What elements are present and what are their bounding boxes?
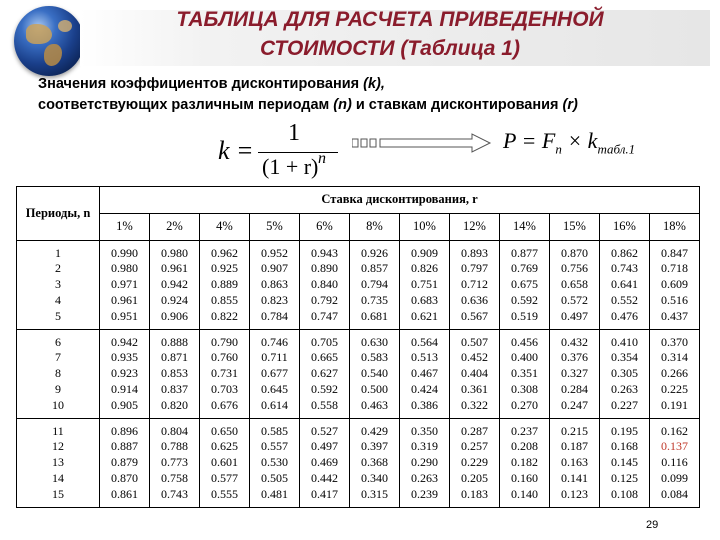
factor-cell bbox=[650, 241, 700, 330]
factor-cell bbox=[650, 330, 700, 419]
factor-value: 0.792 bbox=[311, 292, 338, 307]
factor-value: 0.308 bbox=[511, 381, 538, 396]
factor-value: 0.239 bbox=[411, 486, 438, 501]
fraction-bar bbox=[258, 152, 338, 153]
factor-value: 0.452 bbox=[461, 350, 488, 365]
factor-value: 0.507 bbox=[461, 334, 488, 349]
factor-value: 0.907 bbox=[261, 261, 288, 276]
rate-header-cell: 2% bbox=[150, 214, 200, 241]
factor-cell bbox=[100, 330, 150, 419]
table-row bbox=[17, 419, 700, 508]
factor-value: 0.162 bbox=[661, 423, 688, 438]
factor-value: 0.837 bbox=[161, 381, 188, 396]
factor-cell bbox=[100, 419, 150, 508]
factor-value: 0.577 bbox=[211, 470, 238, 485]
formula-numerator: 1 bbox=[288, 120, 300, 146]
factor-value: 0.847 bbox=[661, 245, 688, 260]
factor-value: 0.463 bbox=[361, 397, 388, 412]
factor-cell bbox=[350, 419, 400, 508]
factor-cell bbox=[450, 330, 500, 419]
factor-value: 0.822 bbox=[211, 308, 238, 323]
period-value: 8 bbox=[55, 366, 61, 381]
factor-value: 0.650 bbox=[211, 423, 238, 438]
factor-cell bbox=[200, 241, 250, 330]
factor-cell bbox=[150, 419, 200, 508]
rate-header-cell: 4% bbox=[200, 214, 250, 241]
period-value: 14 bbox=[52, 470, 64, 485]
factor-value: 0.564 bbox=[411, 334, 438, 349]
factor-value: 0.183 bbox=[461, 486, 488, 501]
factor-value: 0.208 bbox=[511, 439, 538, 454]
factor-value: 0.636 bbox=[461, 292, 488, 307]
factor-value: 0.961 bbox=[111, 292, 138, 307]
subtitle-line2-text-a: соответствующих различным периодам bbox=[38, 97, 334, 113]
factor-value: 0.746 bbox=[261, 334, 288, 349]
factor-value: 0.773 bbox=[161, 455, 188, 470]
factor-cell bbox=[650, 419, 700, 508]
factor-value: 0.630 bbox=[361, 334, 388, 349]
factor-value: 0.923 bbox=[111, 366, 138, 381]
factor-value: 0.711 bbox=[261, 350, 288, 365]
subtitle-line2-text-b: и ставкам дисконтирования bbox=[351, 97, 563, 113]
factor-cell bbox=[450, 241, 500, 330]
factor-value: 0.327 bbox=[561, 366, 588, 381]
factor-cell bbox=[500, 330, 550, 419]
factor-cell bbox=[250, 241, 300, 330]
table-row bbox=[17, 241, 700, 330]
rate-header-cell: 12% bbox=[450, 214, 500, 241]
factor-value: 0.386 bbox=[411, 397, 438, 412]
factor-cell bbox=[450, 419, 500, 508]
factor-value: 0.400 bbox=[511, 350, 538, 365]
factor-value: 0.743 bbox=[161, 486, 188, 501]
factor-cell bbox=[600, 241, 650, 330]
factor-value: 0.125 bbox=[611, 470, 638, 485]
factor-value: 0.163 bbox=[561, 455, 588, 470]
factor-value: 0.743 bbox=[611, 261, 638, 276]
period-value: 7 bbox=[55, 350, 61, 365]
period-value: 15 bbox=[52, 486, 64, 501]
factor-value: 0.137 bbox=[661, 439, 688, 454]
page-title-line-2: СТОИМОСТИ (Таблица 1) bbox=[260, 37, 520, 60]
factor-value: 0.227 bbox=[611, 397, 638, 412]
factor-value: 0.756 bbox=[561, 261, 588, 276]
factor-value: 0.935 bbox=[111, 350, 138, 365]
factor-value: 0.376 bbox=[561, 350, 588, 365]
factor-value: 0.397 bbox=[361, 439, 388, 454]
factor-value: 0.683 bbox=[411, 292, 438, 307]
period-value: 9 bbox=[55, 381, 61, 396]
factor-value: 0.432 bbox=[561, 334, 588, 349]
factor-value: 0.790 bbox=[211, 334, 238, 349]
factor-cell bbox=[150, 241, 200, 330]
factor-cell bbox=[200, 330, 250, 419]
factor-value: 0.160 bbox=[511, 470, 538, 485]
rate-header-cell: 10% bbox=[400, 214, 450, 241]
factor-value: 0.572 bbox=[561, 292, 588, 307]
factor-value: 0.926 bbox=[361, 245, 388, 260]
subtitle bbox=[38, 74, 698, 116]
factor-value: 0.429 bbox=[361, 423, 388, 438]
factor-value: 0.442 bbox=[311, 470, 338, 485]
factor-value: 0.319 bbox=[411, 439, 438, 454]
discount-factor-table bbox=[16, 186, 700, 508]
factor-cell bbox=[150, 330, 200, 419]
factor-value: 0.500 bbox=[361, 381, 388, 396]
factor-value: 0.769 bbox=[511, 261, 538, 276]
pv-formula-times: × k bbox=[561, 128, 598, 153]
factor-value: 0.168 bbox=[611, 439, 638, 454]
factor-value: 0.340 bbox=[361, 470, 388, 485]
page-title-line-1: ТАБЛИЦА ДЛЯ РАСЧЕТА ПРИВЕДЕННОЙ bbox=[176, 8, 604, 31]
factor-value: 0.585 bbox=[261, 423, 288, 438]
pv-formula-main: P = F bbox=[503, 128, 556, 153]
periods-header: Периоды, n bbox=[17, 187, 100, 241]
factor-value: 0.889 bbox=[211, 277, 238, 292]
factor-cell bbox=[350, 330, 400, 419]
factor-value: 0.804 bbox=[161, 423, 188, 438]
factor-value: 0.853 bbox=[161, 366, 188, 381]
factor-value: 0.758 bbox=[161, 470, 188, 485]
factor-value: 0.404 bbox=[461, 366, 488, 381]
rate-header-cell: 18% bbox=[650, 214, 700, 241]
formula-lhs: k = bbox=[218, 136, 254, 165]
factor-value: 0.890 bbox=[311, 261, 338, 276]
factor-value: 0.942 bbox=[111, 334, 138, 349]
table-body bbox=[17, 241, 700, 508]
factor-value: 0.481 bbox=[261, 486, 288, 501]
factor-cell bbox=[550, 330, 600, 419]
factor-value: 0.641 bbox=[611, 277, 638, 292]
factor-value: 0.284 bbox=[561, 381, 588, 396]
factor-cell bbox=[500, 241, 550, 330]
factor-value: 0.855 bbox=[211, 292, 238, 307]
factor-value: 0.747 bbox=[311, 308, 338, 323]
period-cell bbox=[17, 419, 100, 508]
rate-values-row bbox=[17, 214, 700, 241]
factor-value: 0.361 bbox=[461, 381, 488, 396]
period-value: 13 bbox=[52, 455, 64, 470]
factor-value: 0.990 bbox=[111, 245, 138, 260]
factor-value: 0.760 bbox=[211, 350, 238, 365]
factor-value: 0.896 bbox=[111, 423, 138, 438]
subtitle-var-k: (k), bbox=[363, 76, 385, 92]
rate-header-cell: 16% bbox=[600, 214, 650, 241]
factor-value: 0.677 bbox=[261, 366, 288, 381]
period-value: 2 bbox=[55, 261, 61, 276]
factor-value: 0.675 bbox=[511, 277, 538, 292]
factor-value: 0.840 bbox=[311, 277, 338, 292]
factor-value: 0.893 bbox=[461, 245, 488, 260]
present-value-formula bbox=[503, 128, 635, 157]
factor-cell bbox=[300, 241, 350, 330]
factor-cell bbox=[600, 419, 650, 508]
factor-value: 0.980 bbox=[111, 261, 138, 276]
period-value: 5 bbox=[55, 308, 61, 323]
factor-cell bbox=[300, 419, 350, 508]
factor-value: 0.229 bbox=[461, 455, 488, 470]
factor-value: 0.877 bbox=[511, 245, 538, 260]
period-value: 11 bbox=[52, 423, 64, 438]
factor-cell bbox=[250, 419, 300, 508]
rate-header-cell: 15% bbox=[550, 214, 600, 241]
factor-value: 0.116 bbox=[661, 455, 688, 470]
factor-value: 0.879 bbox=[111, 455, 138, 470]
period-value: 4 bbox=[55, 292, 61, 307]
factor-value: 0.191 bbox=[661, 397, 688, 412]
factor-value: 0.861 bbox=[111, 486, 138, 501]
pv-formula-sub-tabl: табл.1 bbox=[597, 141, 636, 157]
factor-value: 0.368 bbox=[361, 455, 388, 470]
factor-value: 0.784 bbox=[261, 308, 288, 323]
factor-value: 0.870 bbox=[111, 470, 138, 485]
factor-value: 0.497 bbox=[561, 308, 588, 323]
factor-value: 0.712 bbox=[461, 277, 488, 292]
factor-value: 0.788 bbox=[161, 439, 188, 454]
factor-value: 0.665 bbox=[311, 350, 338, 365]
factor-value: 0.519 bbox=[511, 308, 538, 323]
factor-value: 0.751 bbox=[411, 277, 438, 292]
factor-value: 0.505 bbox=[261, 470, 288, 485]
factor-value: 0.257 bbox=[461, 439, 488, 454]
factor-value: 0.645 bbox=[261, 381, 288, 396]
factor-value: 0.287 bbox=[461, 423, 488, 438]
factor-value: 0.476 bbox=[611, 308, 638, 323]
factor-value: 0.731 bbox=[211, 366, 238, 381]
factor-value: 0.592 bbox=[511, 292, 538, 307]
rate-header-cell: 6% bbox=[300, 214, 350, 241]
factor-value: 0.084 bbox=[661, 486, 688, 501]
factor-value: 0.237 bbox=[511, 423, 538, 438]
factor-value: 0.952 bbox=[261, 245, 288, 260]
factor-value: 0.410 bbox=[611, 334, 638, 349]
factor-value: 0.914 bbox=[111, 381, 138, 396]
factor-cell bbox=[550, 241, 600, 330]
factor-value: 0.205 bbox=[461, 470, 488, 485]
period-value: 12 bbox=[52, 439, 64, 454]
factor-cell bbox=[600, 330, 650, 419]
factor-value: 0.108 bbox=[611, 486, 638, 501]
factor-value: 0.417 bbox=[311, 486, 338, 501]
factor-value: 0.705 bbox=[311, 334, 338, 349]
factor-value: 0.099 bbox=[661, 470, 688, 485]
factor-cell bbox=[200, 419, 250, 508]
factor-value: 0.924 bbox=[161, 292, 188, 307]
factor-value: 0.370 bbox=[661, 334, 688, 349]
pv-formula-sub-n: n bbox=[555, 141, 562, 157]
factor-value: 0.424 bbox=[411, 381, 438, 396]
factor-value: 0.247 bbox=[561, 397, 588, 412]
factor-value: 0.263 bbox=[611, 381, 638, 396]
factor-value: 0.614 bbox=[261, 397, 288, 412]
factor-value: 0.857 bbox=[361, 261, 388, 276]
factor-value: 0.871 bbox=[161, 350, 188, 365]
factor-value: 0.350 bbox=[411, 423, 438, 438]
factor-cell bbox=[300, 330, 350, 419]
factor-value: 0.516 bbox=[661, 292, 688, 307]
period-value: 3 bbox=[55, 277, 61, 292]
factor-value: 0.469 bbox=[311, 455, 338, 470]
factor-value: 0.315 bbox=[361, 486, 388, 501]
factor-value: 0.322 bbox=[461, 397, 488, 412]
period-cell bbox=[17, 330, 100, 419]
factor-cell bbox=[400, 330, 450, 419]
period-cell bbox=[17, 241, 100, 330]
factor-value: 0.863 bbox=[261, 277, 288, 292]
factor-value: 0.887 bbox=[111, 439, 138, 454]
factor-value: 0.888 bbox=[161, 334, 188, 349]
factor-value: 0.658 bbox=[561, 277, 588, 292]
factor-value: 0.540 bbox=[361, 366, 388, 381]
period-value: 1 bbox=[55, 245, 61, 260]
factor-cell bbox=[400, 419, 450, 508]
factor-value: 0.552 bbox=[611, 292, 638, 307]
factor-value: 0.123 bbox=[561, 486, 588, 501]
table-row bbox=[17, 330, 700, 419]
factor-value: 0.140 bbox=[511, 486, 538, 501]
factor-value: 0.314 bbox=[661, 350, 688, 365]
factor-value: 0.187 bbox=[561, 439, 588, 454]
factor-value: 0.794 bbox=[361, 277, 388, 292]
rate-header-cell: 1% bbox=[100, 214, 150, 241]
factor-cell bbox=[500, 419, 550, 508]
factor-value: 0.942 bbox=[161, 277, 188, 292]
factor-value: 0.354 bbox=[611, 350, 638, 365]
subtitle-line1-text: Значения коэффициентов дисконтирования bbox=[38, 76, 364, 92]
factor-value: 0.141 bbox=[561, 470, 588, 485]
factor-value: 0.530 bbox=[261, 455, 288, 470]
factor-cell bbox=[250, 330, 300, 419]
factor-value: 0.625 bbox=[211, 439, 238, 454]
factor-value: 0.558 bbox=[311, 397, 338, 412]
factor-value: 0.567 bbox=[461, 308, 488, 323]
factor-value: 0.467 bbox=[411, 366, 438, 381]
factor-cell bbox=[400, 241, 450, 330]
factor-value: 0.905 bbox=[111, 397, 138, 412]
factor-value: 0.497 bbox=[311, 439, 338, 454]
factor-value: 0.351 bbox=[511, 366, 538, 381]
page-number: 29 bbox=[646, 519, 659, 531]
factor-value: 0.943 bbox=[311, 245, 338, 260]
factor-value: 0.823 bbox=[261, 292, 288, 307]
factor-value: 0.263 bbox=[411, 470, 438, 485]
factor-value: 0.195 bbox=[611, 423, 638, 438]
period-value: 6 bbox=[55, 334, 61, 349]
factor-value: 0.870 bbox=[561, 245, 588, 260]
factor-value: 0.225 bbox=[661, 381, 688, 396]
factor-value: 0.797 bbox=[461, 261, 488, 276]
factor-value: 0.456 bbox=[511, 334, 538, 349]
factor-value: 0.437 bbox=[661, 308, 688, 323]
factor-value: 0.601 bbox=[211, 455, 238, 470]
factor-value: 0.906 bbox=[161, 308, 188, 323]
factor-value: 0.681 bbox=[361, 308, 388, 323]
factor-value: 0.290 bbox=[411, 455, 438, 470]
factor-value: 0.621 bbox=[411, 308, 438, 323]
factor-value: 0.527 bbox=[311, 423, 338, 438]
factor-value: 0.961 bbox=[161, 261, 188, 276]
factor-value: 0.951 bbox=[111, 308, 138, 323]
factor-value: 0.676 bbox=[211, 397, 238, 412]
right-arrow-icon bbox=[352, 133, 492, 153]
factor-cell bbox=[100, 241, 150, 330]
factor-value: 0.609 bbox=[661, 277, 688, 292]
factor-value: 0.971 bbox=[111, 277, 138, 292]
factor-value: 0.962 bbox=[211, 245, 238, 260]
factor-value: 0.862 bbox=[611, 245, 638, 260]
factor-value: 0.703 bbox=[211, 381, 238, 396]
factor-value: 0.826 bbox=[411, 261, 438, 276]
factor-value: 0.557 bbox=[261, 439, 288, 454]
factor-value: 0.735 bbox=[361, 292, 388, 307]
subtitle-var-r: (r) bbox=[562, 97, 578, 113]
factor-cell bbox=[350, 241, 400, 330]
factor-value: 0.820 bbox=[161, 397, 188, 412]
factor-value: 0.215 bbox=[561, 423, 588, 438]
factor-value: 0.266 bbox=[661, 366, 688, 381]
factor-value: 0.925 bbox=[211, 261, 238, 276]
factor-value: 0.592 bbox=[311, 381, 338, 396]
factor-value: 0.909 bbox=[411, 245, 438, 260]
period-value: 10 bbox=[52, 397, 64, 412]
factor-value: 0.182 bbox=[511, 455, 538, 470]
factor-value: 0.145 bbox=[611, 455, 638, 470]
factor-value: 0.555 bbox=[211, 486, 238, 501]
factor-value: 0.583 bbox=[361, 350, 388, 365]
formula-exponent: n bbox=[318, 150, 326, 167]
rate-header-cell: 5% bbox=[250, 214, 300, 241]
factor-value: 0.270 bbox=[511, 397, 538, 412]
discount-factor-formula bbox=[218, 118, 338, 188]
rate-header-cell: 14% bbox=[500, 214, 550, 241]
factor-value: 0.305 bbox=[611, 366, 638, 381]
rate-header: Ставка дисконтирования, r bbox=[100, 187, 700, 214]
formula-denominator: (1 + r) bbox=[262, 154, 319, 179]
factor-value: 0.513 bbox=[411, 350, 438, 365]
factor-value: 0.718 bbox=[661, 261, 688, 276]
factor-cell bbox=[550, 419, 600, 508]
factor-value: 0.980 bbox=[161, 245, 188, 260]
subtitle-var-n: (n) bbox=[333, 97, 352, 113]
factor-value: 0.627 bbox=[311, 366, 338, 381]
rate-header-cell: 8% bbox=[350, 214, 400, 241]
